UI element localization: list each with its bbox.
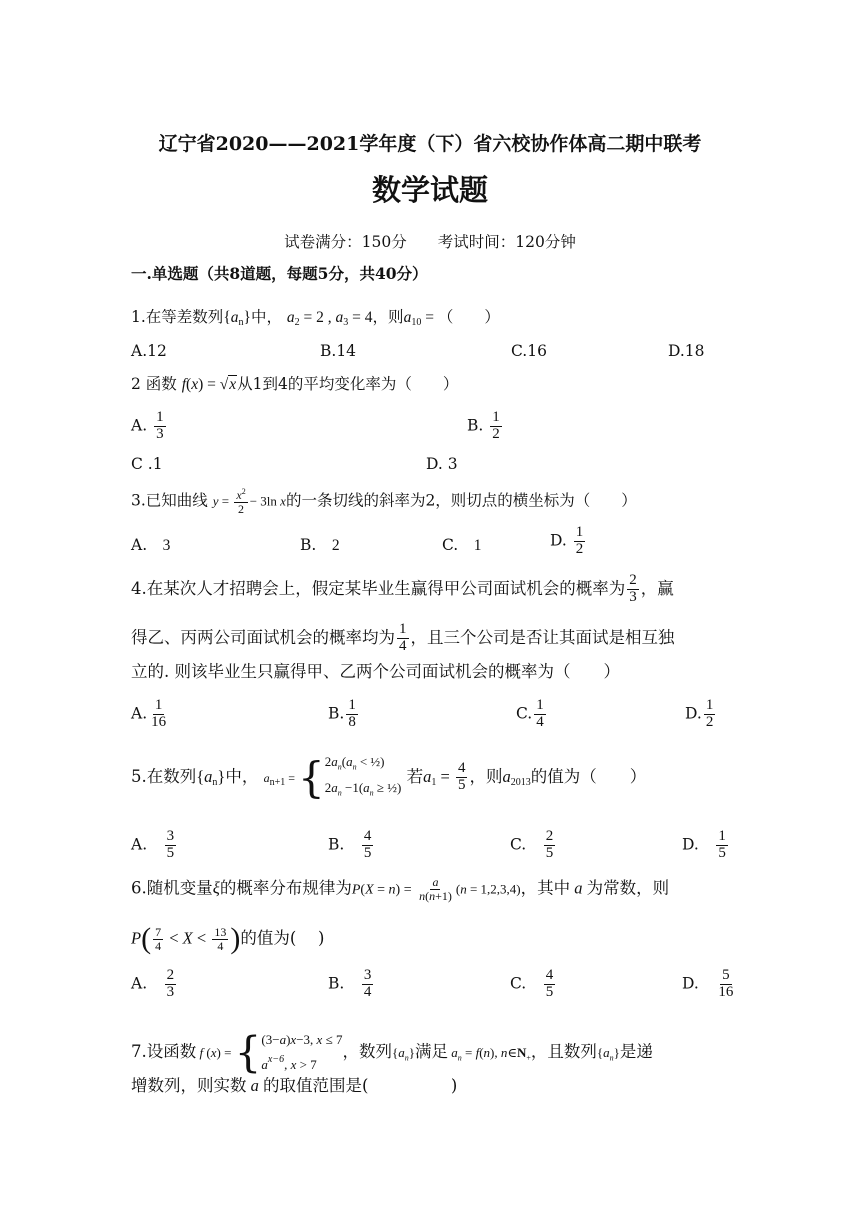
q6-option-c: C. $\frac{4}{5}$ — [510, 967, 554, 1000]
question-7-line-2: 增数列，则实数 a 的取值范围是( ) — [131, 1076, 458, 1095]
q2-option-c: C .1 — [131, 455, 163, 473]
q1-option-a: A.12 — [131, 342, 167, 360]
q1-option-d: D.18 — [668, 342, 705, 360]
q5-option-c: C. $\frac{2}{5}$ — [510, 828, 554, 861]
q1-option-b: B.14 — [320, 342, 357, 360]
q3-option-d: D. $\frac{1}{2}$ — [550, 524, 584, 557]
q3-option-b: B. 2 — [300, 536, 340, 554]
question-2: 2 函数 f(x) = √x从1到4的平均变化率为（ ） — [131, 375, 459, 393]
q3-number: 3. — [131, 491, 146, 510]
q4-number: 4. — [131, 578, 147, 598]
q2-option-d: D. 3 — [426, 455, 458, 473]
q5-option-b: B. $\frac{4}{5}$ — [328, 828, 372, 861]
q3-option-a: A. 3 — [131, 536, 171, 554]
q1-option-c: C.16 — [511, 342, 547, 360]
q5-option-a: A. $\frac{3}{5}$ — [131, 828, 175, 861]
question-4-line-2: 得乙、丙两公司面试机会的概率均为 $\frac{1}{4}$ ，且三个公司是否让其面试是相互独 — [131, 621, 675, 654]
question-6-line-2: P( $\frac{7}{4}$ < X < $\frac{13}{4}$ )的值为( ) — [131, 922, 325, 956]
question-4-line-3: 立的. 则该毕业生只赢得甲、乙两个公司面试机会的概率为（ ） — [131, 662, 620, 681]
q4-option-a: A. $\frac{1}{16}$ — [131, 697, 167, 730]
question-3: 3.已知曲线 y = $\frac{x^2}{2}$ − 3ln x的一条切线的斜率为2，则切点的横坐标为（ ） — [131, 487, 637, 516]
q1-number: 1. — [131, 308, 146, 326]
q2-b-fraction: $\frac{1}{2}$ — [492, 409, 500, 442]
q6-number: 6. — [131, 878, 147, 898]
q4-option-b: B. $\frac{1}{8}$ — [328, 697, 356, 730]
question-5: 5.在数列$\{a_n\}$中， $a_{n+1}$ = { $2a_n(a_n$ < ½) $2a_n -1(a_n$ ≥ ½) 若$a_1$ = $\frac{4}{5}$ ，则$a_{2013}$的值为（ ） — [131, 752, 647, 802]
question-1: 1.在等差数列$\{a_n\}$中， $a_2 = 2$ , $a_3 = 4$，则$a_{10}$ = （ ） — [131, 308, 500, 328]
q5-number: 5. — [131, 767, 147, 787]
question-4-line-1: 4.在某次人才招聘会上，假定某毕业生赢得甲公司面试机会的概率为 $\frac{2}{3}$ ，赢 — [131, 572, 674, 605]
q2-number: 2 函数 — [131, 375, 177, 393]
q3-d-fraction: $\frac{1}{2}$ — [575, 524, 584, 557]
exam-info: 试卷满分：150分 考试时间：120分钟 — [284, 233, 576, 251]
question-7-line-1: 7.设函数 f (x) = { (3−a)x−3, x ≤ 7 $a^{x-6}$, x > 7 ，数列$\{a_n\}$满足 $a_n = f(n)$, $n\in N_+$，且数列$\{a_n\}$是递 — [131, 1027, 653, 1077]
question-6-line-1: 6.随机变量ξ的概率分布规律为P(X = n) = $\frac{a}{n(n+1)}$ (n = 1,2,3,4)，其中 a 为常数，则 — [131, 875, 670, 903]
q6-option-d: D. $\frac{5}{16}$ — [682, 967, 734, 1000]
q7-number: 7. — [131, 1042, 147, 1061]
q2-a-fraction: $\frac{1}{3}$ — [156, 409, 164, 442]
q2-option-b: B. $\frac{1}{2}$ — [467, 409, 500, 442]
subject-title: 数学试题 — [371, 173, 488, 207]
q2-option-a: A. $\frac{1}{3}$ — [131, 409, 164, 442]
q4-option-d: D. $\frac{1}{2}$ — [685, 697, 714, 730]
q6-option-b: B. $\frac{3}{4}$ — [328, 967, 372, 1000]
exam-title: 辽宁省2020——2021学年度（下）省六校协作体高二期中联考 — [158, 133, 702, 155]
q3-option-c: C. 1 — [442, 536, 482, 554]
q5-option-d: D. $\frac{1}{5}$ — [682, 828, 726, 861]
q6-option-a: A. $\frac{2}{3}$ — [131, 967, 175, 1000]
q4-option-c: C. $\frac{1}{4}$ — [516, 697, 544, 730]
section-heading: 一.单选题（共8道题，每题5分，共40分） — [131, 264, 428, 283]
